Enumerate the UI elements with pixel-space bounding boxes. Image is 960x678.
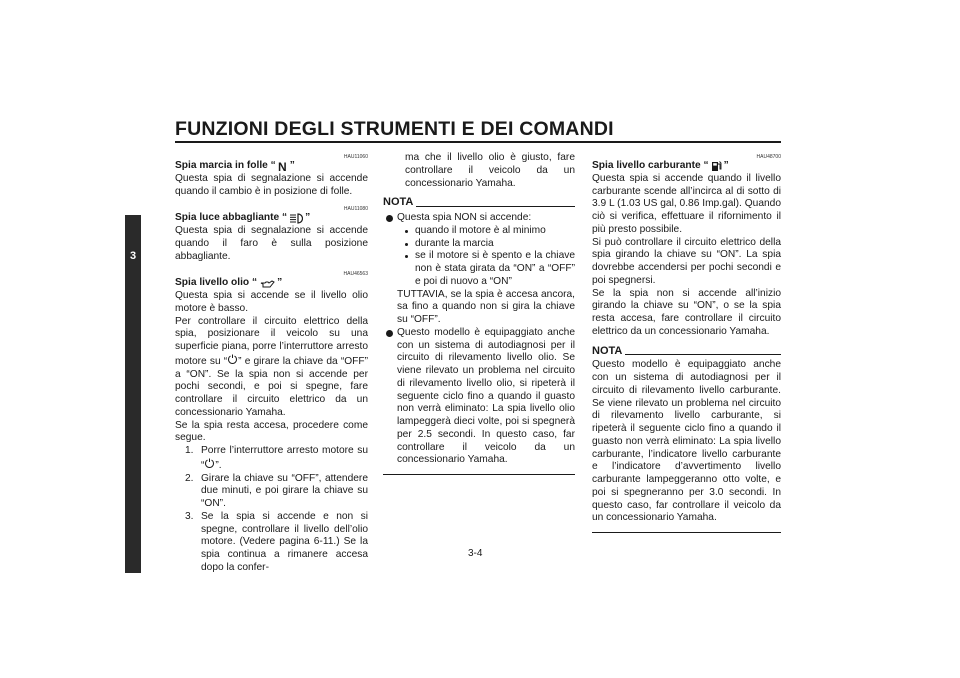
nota-end-rule	[592, 532, 781, 533]
nota-bullet: Questa spia NON si accende:	[383, 212, 575, 225]
engine-stop-icon	[204, 458, 215, 468]
svg-text:N: N	[277, 160, 287, 172]
nota-end-rule	[383, 474, 575, 475]
neutral-n-icon	[278, 161, 288, 172]
neutral-heading: Spia marcia in folle “ N ”	[175, 160, 295, 172]
oil-text-1: Questa spia si accende se il livello olio motore è basso.	[175, 290, 368, 314]
chapter-number: 3	[129, 250, 137, 262]
title-rule	[175, 141, 781, 143]
nota-sub-item: durante la marcia	[383, 238, 575, 251]
list-item: 2. Girare la chiave su “OFF”, attendere due minuti, e poi girare la chiave su “ON”.	[185, 472, 368, 509]
highbeam-heading: Spia luce abbagliante “ ”	[175, 212, 311, 224]
oil-continued-text: ma che il livello olio è giusto, fare controllare il veicolo da un concessionario Yamaha.	[405, 152, 575, 189]
chapter-tab	[125, 215, 141, 573]
nota-heading: NOTA	[383, 196, 575, 209]
oil-can-icon	[259, 279, 275, 289]
list-item: 3. Se la spia si accende e non si spegne, controllare il livello dell’olio motore. (Vedere pagina 6-11.) Se la spia continua a rimanere accesa dopo la confer-	[185, 510, 368, 573]
nota-heading: NOTA	[592, 345, 781, 358]
column-2	[383, 152, 575, 475]
oil-text-2: Per controllare il circuito elettrico della spia, posizionare il veicolo su una superficie piana, porre l’interruttore arresto motore su “ ” e girare la chiave da “OFF” a “ON”. Se la spia non si accende per pochi secondi, e poi si spegne, fare controllare il circuito elettrico da un concessionario Yamaha.	[175, 315, 368, 418]
neutral-text: Questa spia di segnalazione si accende quando il cambio è in posizione di folle.	[175, 172, 368, 197]
nota-sub-item: quando il motore è al minimo	[383, 225, 575, 238]
engine-stop-icon	[227, 354, 238, 364]
highbeam-text: Questa spia di segnalazione si accende quando il faro è sulla posizione abbagliante.	[175, 225, 368, 262]
nota-bullet: Questo modello è equipaggiato anche con un sistema di autodiagnosi per il circuito di rilevamento livello olio. Se viene rilevato un problema nel circuito di rilevamento livello olio, si ripeterà il seguente ciclo fino a quando il guasto non verrà eliminato: La spia livello olio lampeggerà dieci volte, poi si spegnerà per 2.5 secondi. In questo caso, far controllare il veicolo da un concessionario Yamaha.	[383, 327, 575, 467]
nota-sub-item: se il motore si è spento e la chiave non è stata girata da “ON” a “OFF” e poi di nuovo a “ON”	[383, 250, 575, 288]
oil-text-3: Se la spia resta accesa, procedere come segue.	[175, 419, 368, 444]
column-1	[175, 150, 368, 575]
high-beam-icon	[289, 213, 303, 224]
fuel-text-2: Si può controllare il circuito elettrico della spia girando la chiave su “ON”. La spia dovrebbe accendersi per pochi secondi e poi spegnersi.	[592, 236, 781, 286]
fuel-text-1: Questa spia si accende quando il livello carburante scende all’incirca al di sotto di 3.9 L (1.03 US gal, 0.86 Imp.gal). Quando ciò si verifica, effettuare il rifornimento il più presto possibile.	[592, 172, 781, 235]
list-item: 1. Porre l’interruttore arresto motore su “ ”.	[185, 445, 368, 471]
oil-heading: Spia livello olio “ ”	[175, 277, 283, 289]
section-code: HAU11080	[343, 206, 368, 213]
section-code: HAU11060	[343, 154, 368, 160]
fuel-heading: Spia livello carburante “ ”	[592, 160, 729, 171]
fuel-text-3: Se la spia non si accende all’inizio girando la chiave su “ON”, o se la spia resta accesa, fare controllare il circuito elettrico da un concessionario Yamaha.	[592, 287, 781, 337]
column-3	[592, 150, 781, 533]
page-title: FUNZIONI DEGLI STRUMENTI E DEI COMANDI	[175, 118, 614, 140]
fuel-pump-icon	[711, 160, 722, 172]
page-number: 3-4	[468, 548, 483, 559]
section-code: HAU46563	[343, 271, 368, 278]
procedure-list	[175, 445, 368, 575]
section-code: HAU48700	[756, 154, 781, 160]
fuel-nota-text: Questo modello è equipaggiato anche con un sistema di autodiagnosi per il circuito di rilevamento livello carburante. Se viene rilevato un problema nel circuito di rilevamento livello carburante, si ripeterà il seguente ciclo fino a quando il guasto non verrà eliminato: La spia livello carburante, l’indicatore livello carburante e l’indicatore d’avvertimento livello carburante lampeggeranno otto volte, e poi si spegneranno per 3.0 secondi. In questo caso, far controllare il veicolo da un concessionario Yamaha.	[592, 359, 781, 524]
nota-tail-text: TUTTAVIA, se la spia è accesa ancora, sa fino a quando non si gira la chiave su “OFF”.	[397, 288, 575, 325]
